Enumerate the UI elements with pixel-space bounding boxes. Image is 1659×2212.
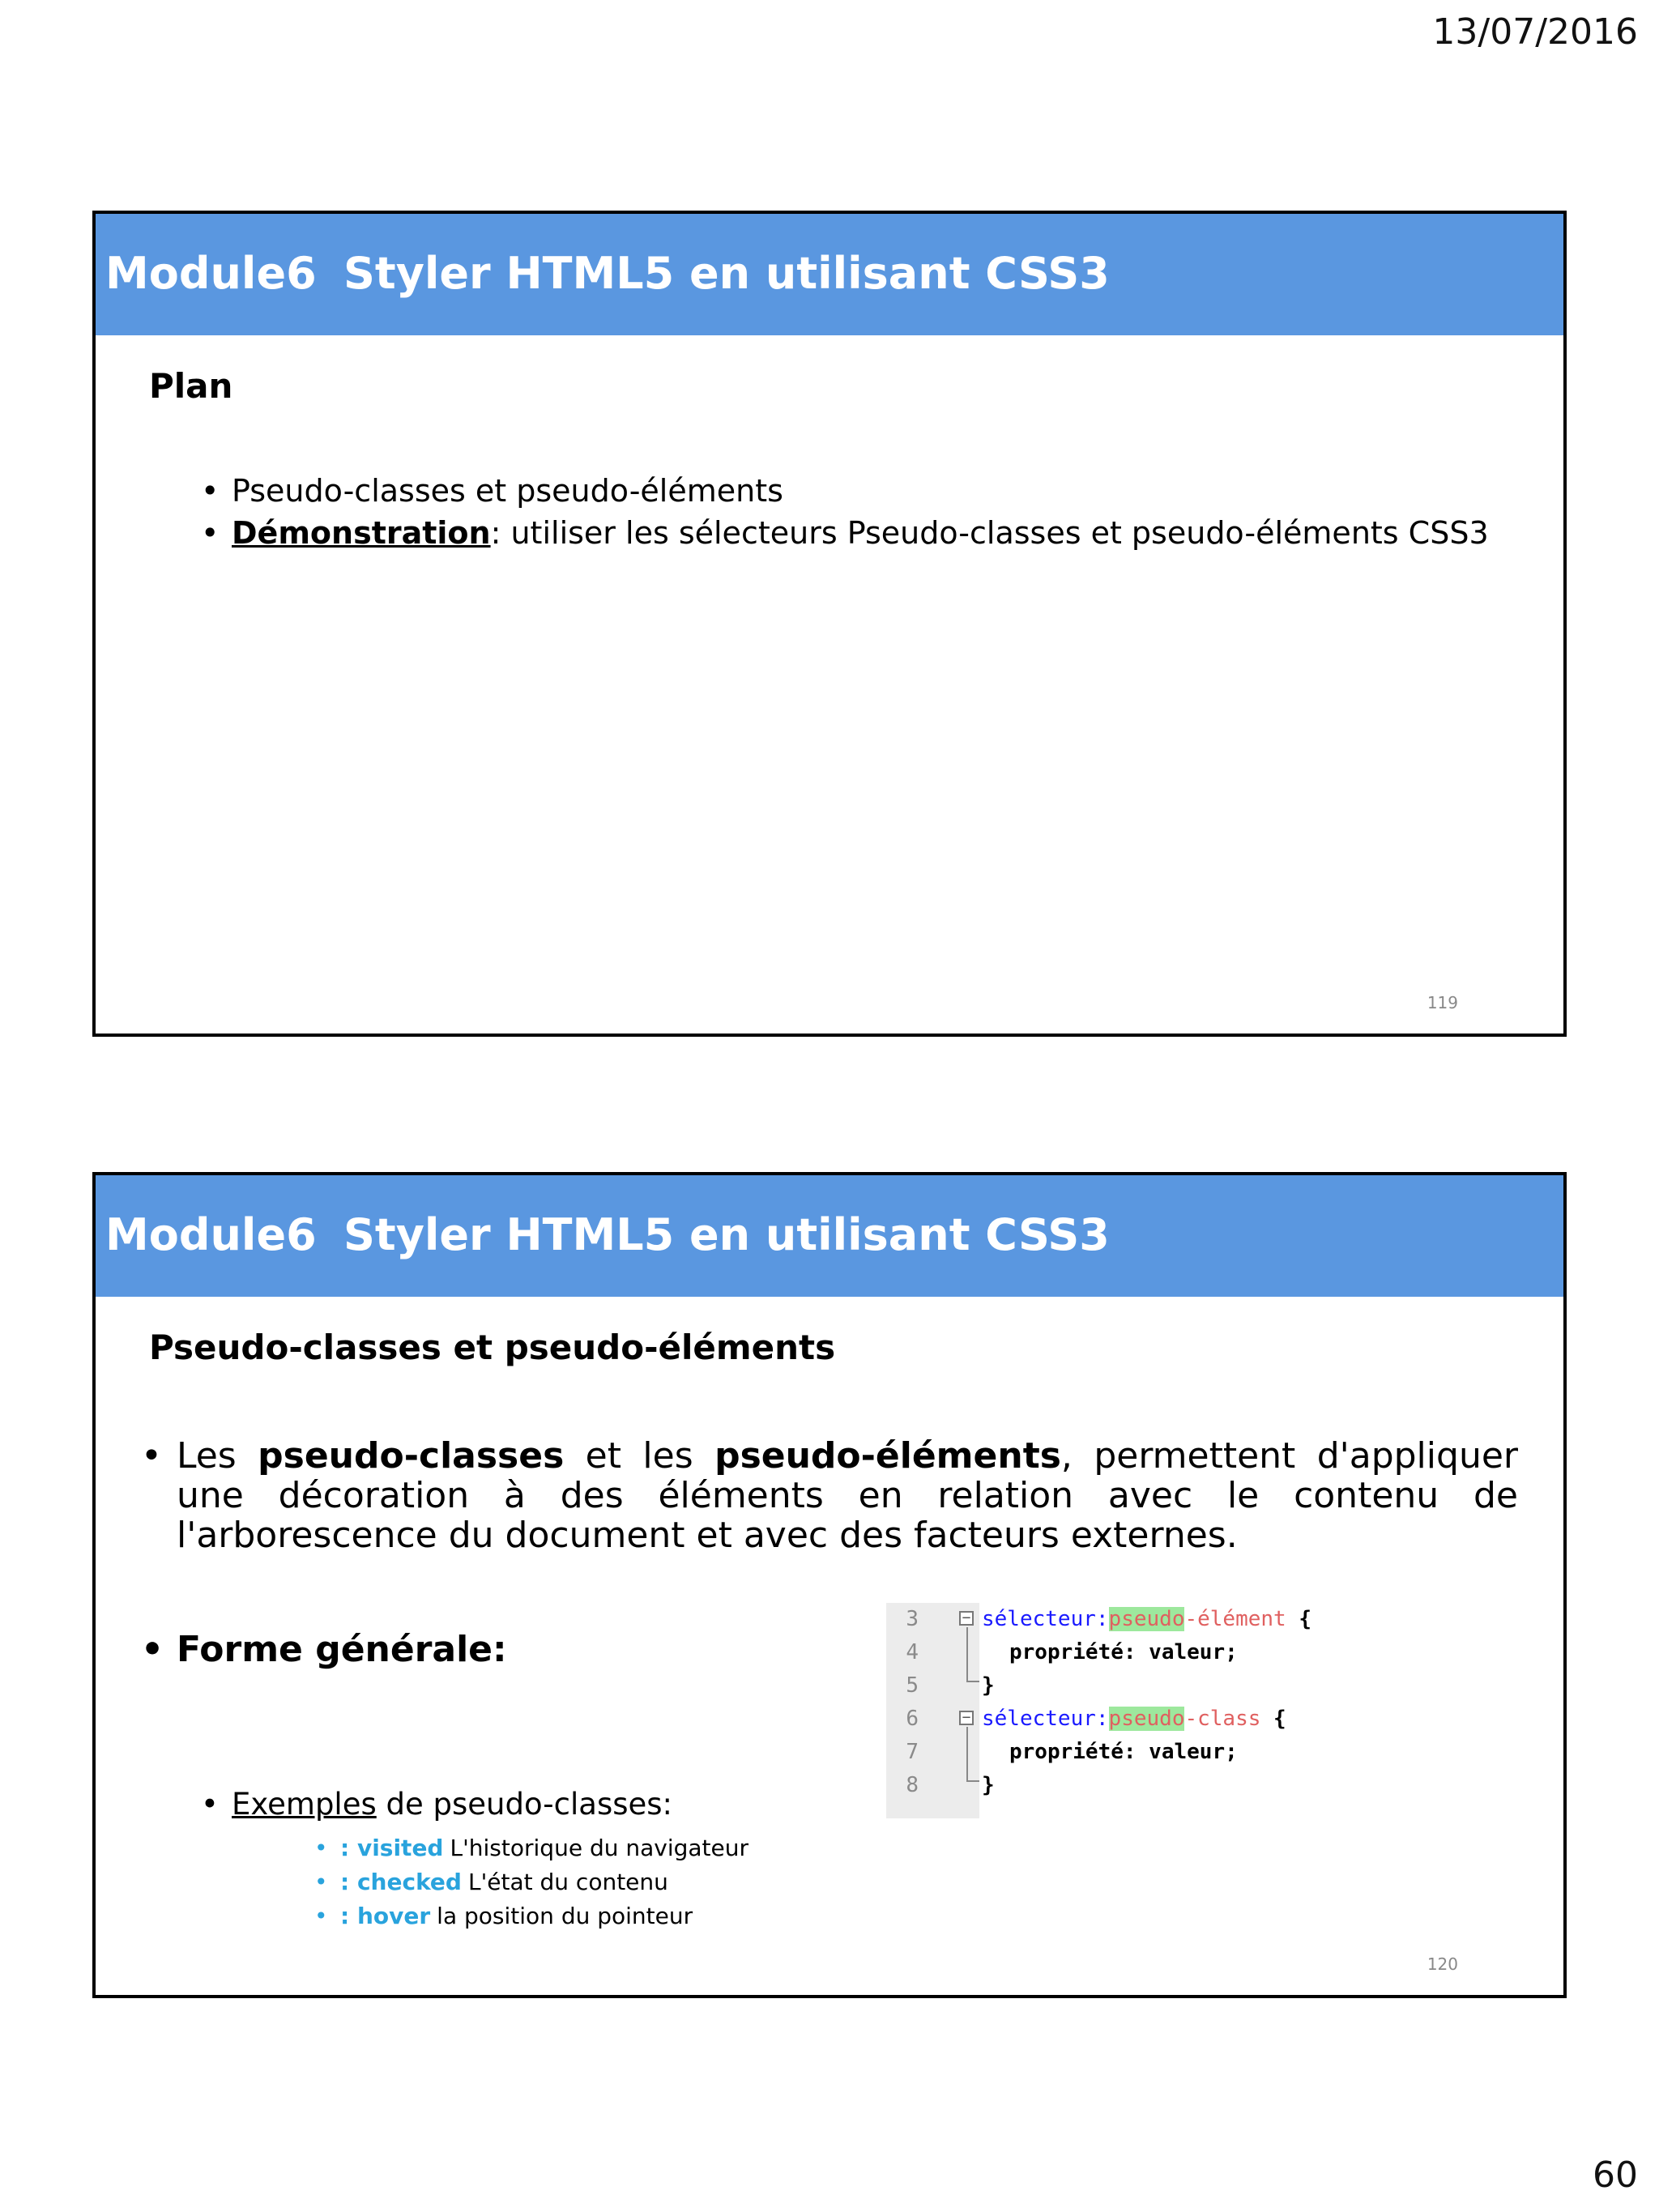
pseudo-class-keyword: : checked <box>340 1869 462 1895</box>
property-line: propriété: valeur; <box>1009 1740 1238 1764</box>
slide-number: 120 <box>1427 1954 1458 1974</box>
forme-generale <box>141 1629 507 1670</box>
bullet-icon: • <box>314 1835 328 1861</box>
plan-item-text: Pseudo-classes et pseudo-éléments <box>232 473 783 509</box>
slide-120 <box>92 1172 1567 1998</box>
paragraph-text: Les <box>177 1435 258 1477</box>
collapse-icon: − <box>959 1611 974 1626</box>
plan-item-text: : utiliser les sélecteurs Pseudo-classes et pseudo-éléments CSS3 <box>490 515 1489 551</box>
bullet-icon: • <box>141 1629 164 1670</box>
module-label: Module6 <box>105 248 317 299</box>
code-line <box>886 1636 1340 1669</box>
pseudo-class-description: L'état du contenu <box>467 1869 668 1895</box>
pseudo-element-token: -élément <box>1184 1607 1286 1631</box>
page-number: 60 <box>1593 2154 1638 2196</box>
plan-item <box>201 512 1489 554</box>
code-line <box>886 1703 1340 1736</box>
pseudo-class-description: L'historique du navigateur <box>450 1835 749 1861</box>
slide-number: 119 <box>1427 993 1458 1012</box>
collapse-icon: − <box>959 1711 974 1725</box>
description-paragraph <box>141 1436 1518 1555</box>
demonstration-label: Démonstration <box>232 515 491 551</box>
module-title: Styler HTML5 en utilisant CSS3 <box>343 1209 1110 1260</box>
line-number: 4 <box>906 1640 919 1664</box>
pseudo-token: pseudo <box>1108 1707 1185 1731</box>
pseudo-classes-term: pseudo-classes <box>258 1435 565 1477</box>
slide-subtitle: Plan <box>149 366 233 406</box>
selector-token: sélecteur <box>982 1607 1096 1631</box>
code-snippet <box>886 1603 1340 1818</box>
pseudo-class-keyword: : visited <box>340 1835 444 1861</box>
header-date: 13/07/2016 <box>1432 11 1638 53</box>
list-item <box>314 1899 748 1933</box>
bullet-icon: • <box>314 1903 328 1929</box>
forme-label: Forme générale: <box>177 1629 507 1670</box>
code-line <box>886 1769 1340 1802</box>
list-item <box>314 1831 748 1865</box>
pseudo-token: pseudo <box>1108 1607 1185 1631</box>
close-brace: } <box>982 1773 995 1797</box>
pseudo-class-token: -class <box>1184 1707 1261 1731</box>
pseudo-elements-term: pseudo-éléments <box>714 1435 1061 1477</box>
bullet-icon: • <box>201 473 220 509</box>
paragraph-text: et les <box>564 1435 715 1477</box>
bullet-icon: • <box>141 1435 162 1477</box>
close-brace: } <box>982 1673 995 1698</box>
slide-header <box>96 214 1563 335</box>
line-number: 5 <box>906 1673 919 1698</box>
slide-subtitle: Pseudo-classes et pseudo-éléments <box>149 1328 836 1367</box>
colon-token: : <box>1095 1607 1109 1631</box>
pseudo-class-description: la position du pointeur <box>437 1903 693 1929</box>
examples-label: Exemples <box>232 1787 377 1822</box>
bullet-icon: • <box>314 1869 328 1895</box>
line-number: 7 <box>906 1740 919 1764</box>
module-title: Styler HTML5 en utilisant CSS3 <box>343 248 1110 299</box>
module-label: Module6 <box>105 1209 317 1260</box>
open-brace: { <box>1286 1607 1312 1631</box>
line-number: 8 <box>906 1773 919 1797</box>
selector-token: sélecteur <box>982 1707 1096 1731</box>
plan-item <box>201 470 1489 512</box>
bullet-icon: • <box>201 1787 219 1822</box>
paragraph-text: , permettent d'appliquer une décoration à des éléments en relation avec le contenu de l'arborescence du document et avec des facteurs externes. <box>177 1435 1518 1556</box>
line-number: 6 <box>906 1707 919 1731</box>
pseudo-class-keyword: : hover <box>340 1903 431 1929</box>
code-line <box>886 1603 1340 1636</box>
slide-header <box>96 1175 1563 1297</box>
plan-list <box>201 470 1489 554</box>
code-line <box>886 1736 1340 1769</box>
slide-119 <box>92 211 1567 1037</box>
list-item <box>314 1865 748 1899</box>
examples-list <box>314 1831 748 1933</box>
colon-token: : <box>1095 1707 1109 1731</box>
examples-label-rest: de pseudo-classes: <box>376 1787 673 1822</box>
examples-heading <box>201 1787 672 1822</box>
open-brace: { <box>1260 1707 1286 1731</box>
line-number: 3 <box>906 1607 919 1631</box>
code-line <box>886 1669 1340 1703</box>
property-line: propriété: valeur; <box>1009 1640 1238 1664</box>
bullet-icon: • <box>201 515 220 551</box>
